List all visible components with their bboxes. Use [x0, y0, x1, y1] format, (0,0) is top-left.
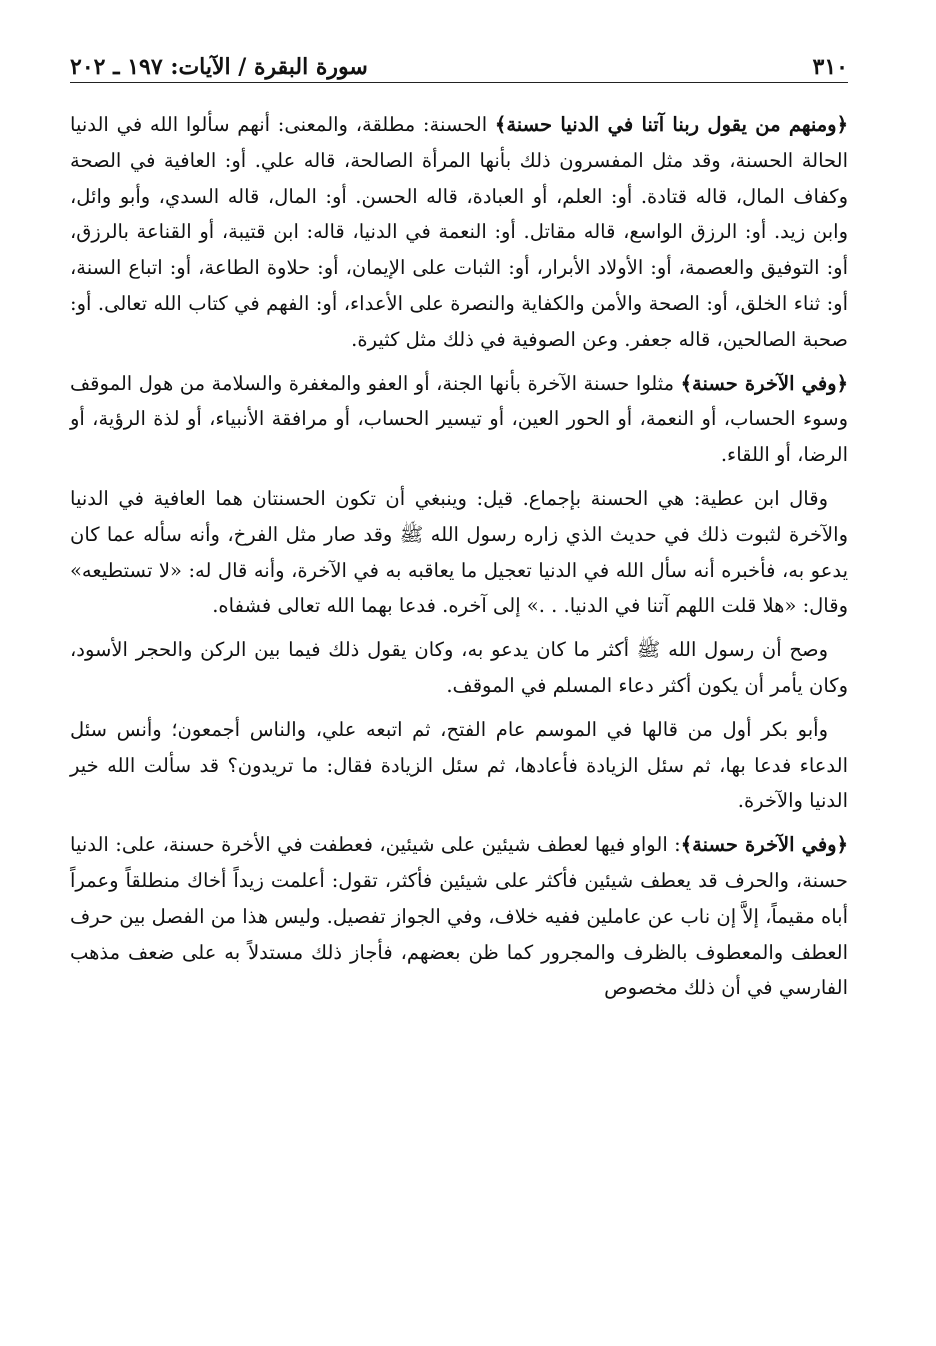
paragraph [70, 107, 848, 358]
page-number: ٣١٠ [812, 54, 848, 80]
page-body [70, 107, 848, 1006]
paragraph-text: وقال ابن عطية: هي الحسنة بإجماع. قيل: وينبغي أن تكون الحسنتان هما العافية في الدنيا والآخرة لثبوت ذلك في حديث الذي زاره رسول الله ﷺ وقد صار مثل الفرخ، وأنه سأله عما كان يدعو به، فأخبره أنه سأل الله في الدنيا تعجيل ما يعاقبه به في الآخرة، وأنه قال له: «لا تستطيعه» وقال: «هلا قلت اللهم آتنا في الدنيا. . .» إلى آخره. فدعا بهما الله تعالى فشفاه. [70, 486, 848, 618]
paragraph [70, 481, 848, 624]
paragraph-text: وأبو بكر أول من قالها في الموسم عام الفتح، ثم اتبعه علي، والناس أجمعون؛ وأنس سئل الدعاء فدعا بها، ثم سئل الزيادة فأعادها، ثم سئل الزيادة فقال: ما تريدون؟ قد سألت الله خير الدنيا والآخرة. [70, 717, 848, 813]
paragraph [70, 712, 848, 819]
page-header [70, 50, 848, 83]
quran-quote: ﴿ومنهم من يقول ربنا آتنا في الدنيا حسنة﴾ [494, 113, 848, 136]
paragraph [70, 366, 848, 473]
paragraph-text: مثلوا حسنة الآخرة بأنها الجنة، أو العفو والمغفرة والسلامة من هول الموقف وسوء الحساب، أو النعمة، أو الحور العين، أو تيسير الحساب، أو مرافقة الأنبياء، أو لذة الرؤية، أو الرضا، أو اللقاء. [70, 371, 848, 467]
quran-quote: ﴿وفي الآخرة حسنة﴾ [680, 833, 848, 857]
running-title: سورة البقرة / الآيات: ١٩٧ ـ ٢٠٢ [70, 54, 368, 80]
paragraph [70, 827, 848, 1006]
paragraph-text: : الواو فيها لعطف شيئين على شيئين، فعطفت في الأخرة حسنة، على: الدنيا حسنة، والحرف قد يعطف شيئين فأكثر على شيئين فأكثر، تقول: أعلمت زيداً أخاك منطلقاً وعمراً أباه مقيماً، إلاَّ إن ناب عن عاملين ففيه خلاف، وفي الجواز تفصيل. وليس هذا من الفصل بين حرف العطف والمعطوف بالظرف والمجرور كما ظن بعضهم، فأجاز ذلك مستدلاً به على ضعف مذهب الفارسي في أن ذلك مخصوص [70, 833, 848, 1000]
paragraph-text: وصح أن رسول الله ﷺ أكثر ما كان يدعو به، وكان يقول ذلك فيما بين الركن والحجر الأسود، وكان يأمر أن يكون أكثر دعاء المسلم في الموقف. [70, 638, 848, 697]
paragraph-text: الحسنة: مطلقة، والمعنى: أنهم سألوا الله في الدنيا الحالة الحسنة، وقد مثل المفسرون ذلك بأنها المرأة الصالحة، قاله علي. أو: العافية في الصحة وكفاف المال، قاله قتادة. أو: العلم، أو العبادة، قاله الحسن. أو: المال، قاله السدي، وأبو وائل، وابن زيد. أو: الرزق الواسع، قاله مقاتل. أو: النعمة في الدنيا، قاله: ابن قتيبة، أو القناعة بالرزق، أو: التوفيق والعصمة، أو: الأولاد الأبرار، أو: الثبات على الإيمان، أو: حلاوة الطاعة، أو: اتباع السنة، أو: ثناء الخلق، أو: الصحة والأمن والكفاية والنصرة على الأعداء، أو: الفهم في كتاب الله تعالى. أو: صحبة الصالحين، قاله جعفر. وعن الصوفية في ذلك مثل كثيرة. [70, 113, 848, 351]
book-page [70, 50, 848, 1014]
quran-quote: ﴿وفي الآخرة حسنة﴾ [680, 371, 849, 395]
paragraph [70, 632, 848, 704]
